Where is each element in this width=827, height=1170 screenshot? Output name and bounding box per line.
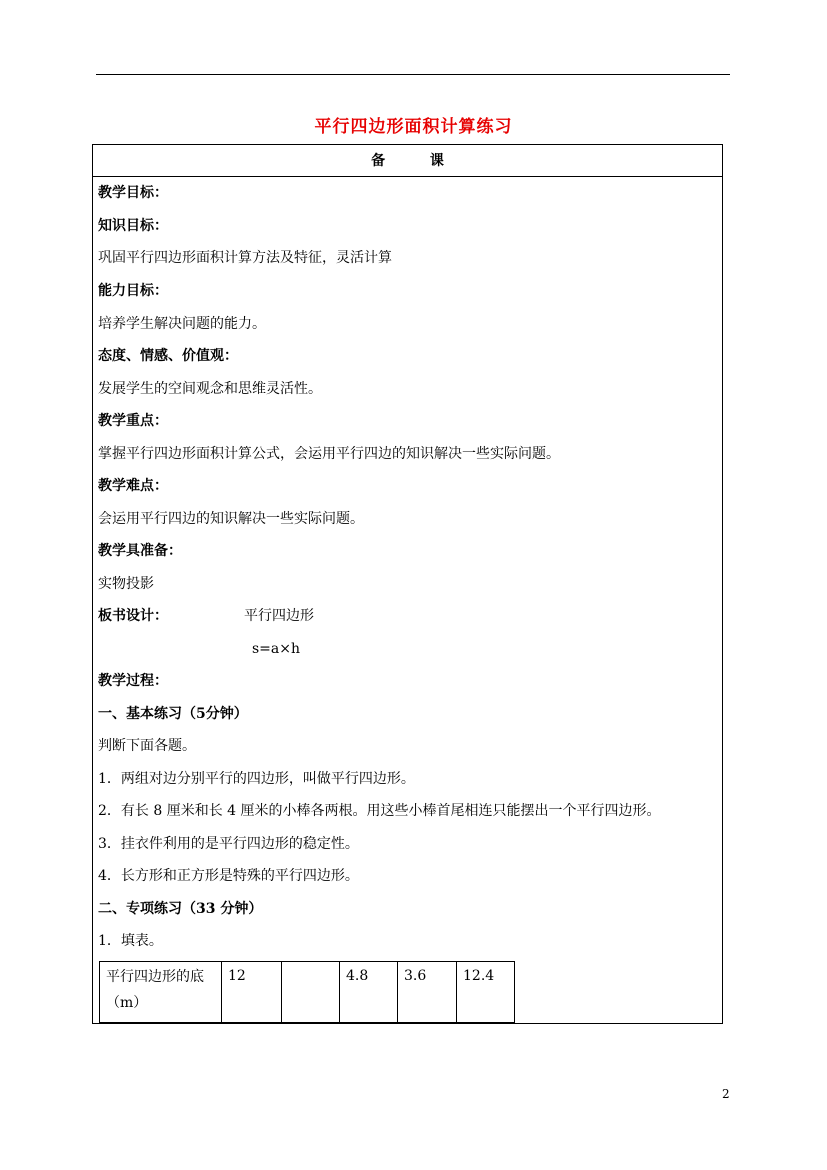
table-cell: 12 <box>222 962 282 1023</box>
key-point-text: 掌握平行四边形面积计算公式，会运用平行四边的知识解决一些实际问题。 <box>98 446 560 462</box>
materials-text: 实物投影 <box>98 576 154 592</box>
board-title: 平行四边形 <box>244 608 314 624</box>
lesson-plan-frame <box>92 144 723 1024</box>
fill-instruction: 1．填表。 <box>98 933 163 949</box>
ability-goal-text: 培养学生解决问题的能力。 <box>98 316 266 332</box>
question-1: 1．两组对边分别平行的四边形，叫做平行四边形。 <box>98 771 415 787</box>
board-design-heading: 板书设计： <box>98 608 168 624</box>
page-number: 2 <box>722 1087 730 1101</box>
judge-instruction: 判断下面各题。 <box>98 738 196 754</box>
board-formula: s=a×h <box>252 641 301 657</box>
table-cell: 3.6 <box>398 962 457 1023</box>
document-title: 平行四边形面积计算练习 <box>314 117 513 137</box>
part1-heading: 一、基本练习（5分钟） <box>98 706 248 722</box>
fill-table <box>99 961 515 1023</box>
attitude-goal-heading: 态度、情感、价值观： <box>98 348 238 364</box>
teaching-goal-heading: 教学目标： <box>98 185 168 201</box>
header-rule <box>96 74 730 75</box>
attitude-goal-text: 发展学生的空间观念和思维灵活性。 <box>98 381 322 397</box>
question-4: 4．长方形和正方形是特殊的平行四边形。 <box>98 868 359 884</box>
difficulty-heading: 教学难点： <box>98 478 168 494</box>
ability-goal-heading: 能力目标： <box>98 283 168 299</box>
process-heading: 教学过程： <box>98 673 168 689</box>
table-cell <box>282 962 340 1023</box>
table-cell: 4.8 <box>340 962 398 1023</box>
question-2: 2．有长 8 厘米和长 4 厘米的小棒各两根。用这些小棒首尾相连只能摆出一个平行四边形。 <box>98 803 661 819</box>
materials-heading: 教学具准备： <box>98 543 182 559</box>
knowledge-goal-heading: 知识目标： <box>98 218 168 234</box>
part2-heading: 二、专项练习（33 分钟） <box>98 901 263 917</box>
section-header: 备 课 <box>93 145 722 177</box>
table-cell: 12.4 <box>457 962 515 1023</box>
question-3: 3．挂衣件利用的是平行四边形的稳定性。 <box>98 836 359 852</box>
knowledge-goal-text: 巩固平行四边形面积计算方法及特征，灵活计算 <box>98 250 392 266</box>
difficulty-text: 会运用平行四边的知识解决一些实际问题。 <box>98 511 364 527</box>
table-row <box>100 962 515 1023</box>
key-point-heading: 教学重点： <box>98 413 168 429</box>
table-header-cell: 平行四边形的底（m） <box>100 962 222 1023</box>
